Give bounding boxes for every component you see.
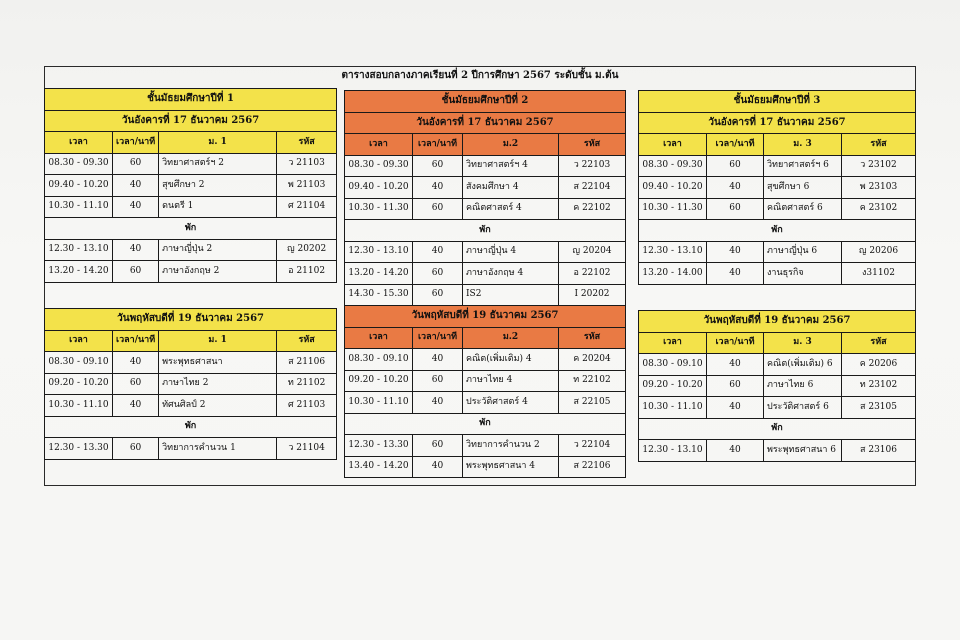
table-row — [639, 263, 916, 285]
grade1-header: ชั้นมัธยมศึกษาปีที่ 1 — [45, 89, 337, 111]
table-row — [45, 395, 337, 417]
exam-subject: สุขศึกษา 6 — [764, 177, 842, 199]
break-row: พัก — [345, 413, 626, 435]
exam-time: 12.30 - 13.10 — [639, 241, 707, 263]
exam-code: พ 21103 — [277, 175, 337, 197]
col-code-header: รหัส — [277, 132, 337, 154]
exam-code: ญ 20206 — [842, 241, 916, 263]
exam-minutes: 60 — [413, 370, 463, 392]
col-subject-header: ม. 1 — [159, 330, 277, 352]
exam-time: 08.30 - 09.10 — [345, 349, 413, 371]
exam-minutes: 60 — [113, 153, 159, 175]
table-row — [345, 435, 626, 457]
grade2-day2-label: วันพฤหัสบดีที่ 19 ธันวาคม 2567 — [345, 306, 626, 328]
exam-subject: ทัศนศิลป์ 2 — [159, 395, 277, 417]
exam-subject: IS2 — [463, 284, 559, 306]
table-row — [639, 397, 916, 419]
exam-time: 08.30 - 09.10 — [45, 352, 113, 374]
exam-code: ง31102 — [842, 263, 916, 285]
exam-minutes: 60 — [413, 198, 463, 220]
exam-minutes: 60 — [707, 198, 764, 220]
exam-code: ศ 21104 — [277, 196, 337, 218]
exam-time: 10.30 - 11.10 — [45, 395, 113, 417]
exam-minutes: 40 — [413, 349, 463, 371]
exam-code: ว 21104 — [277, 438, 337, 460]
col-time-header: เวลา — [639, 332, 707, 354]
exam-time: 09.40 - 10.20 — [345, 177, 413, 199]
exam-subject: พระพุทธศาสนา — [159, 352, 277, 374]
exam-minutes: 60 — [707, 155, 764, 177]
exam-time: 09.20 - 10.20 — [345, 370, 413, 392]
table-row — [639, 375, 916, 397]
exam-code: ส 22104 — [559, 177, 626, 199]
col-code-header: รหัส — [842, 134, 916, 156]
exam-minutes: 40 — [707, 177, 764, 199]
break-row: พัก — [45, 416, 337, 438]
col-subject-header: ม.2 — [463, 134, 559, 156]
exam-minutes: 40 — [413, 456, 463, 478]
exam-code: ท 21102 — [277, 373, 337, 395]
exam-minutes: 60 — [113, 261, 159, 283]
exam-minutes: 40 — [707, 241, 764, 263]
grade1-day2-label: วันพฤหัสบดีที่ 19 ธันวาคม 2567 — [45, 309, 337, 331]
exam-subject: ภาษาญี่ปุ่น 2 — [159, 239, 277, 261]
break-row: พัก — [639, 418, 916, 440]
table-row — [345, 349, 626, 371]
exam-code: ค 20206 — [842, 354, 916, 376]
col-subject-header: ม. 3 — [764, 332, 842, 354]
exam-code: ญ 20204 — [559, 241, 626, 263]
exam-code: ค 23102 — [842, 198, 916, 220]
exam-time: 08.30 - 09.30 — [639, 155, 707, 177]
grade3-tuesday-table — [638, 90, 916, 285]
exam-minutes: 60 — [707, 375, 764, 397]
table-row — [639, 155, 916, 177]
exam-minutes: 40 — [707, 354, 764, 376]
exam-subject: ประวัติศาสตร์ 6 — [764, 397, 842, 419]
grade1-tuesday-table — [44, 88, 337, 283]
exam-minutes: 40 — [113, 175, 159, 197]
exam-minutes: 40 — [113, 196, 159, 218]
exam-time: 12.30 - 13.30 — [345, 435, 413, 457]
grade3-day2-label: วันพฤหัสบดีที่ 19 ธันวาคม 2567 — [639, 311, 916, 333]
col-time-header: เวลา — [345, 327, 413, 349]
exam-subject: ภาษาไทย 4 — [463, 370, 559, 392]
exam-code: ว 22103 — [559, 155, 626, 177]
table-row — [639, 440, 916, 462]
grade1-thursday-table — [44, 308, 337, 460]
table-row — [45, 352, 337, 374]
exam-subject: ภาษาญี่ปุ่น 6 — [764, 241, 842, 263]
exam-subject: พระพุทธศาสนา 6 — [764, 440, 842, 462]
exam-time: 09.20 - 10.20 — [45, 373, 113, 395]
exam-time: 09.20 - 10.20 — [639, 375, 707, 397]
exam-time: 08.30 - 09.30 — [345, 155, 413, 177]
exam-time: 10.30 - 11.10 — [639, 397, 707, 419]
break-row: พัก — [639, 220, 916, 242]
exam-time: 09.40 - 10.20 — [45, 175, 113, 197]
col-time-header: เวลา — [345, 134, 413, 156]
exam-subject: วิทยาศาสตร์ฯ 6 — [764, 155, 842, 177]
table-row — [345, 392, 626, 414]
exam-subject: ภาษาญี่ปุ่น 4 — [463, 241, 559, 263]
table-row — [345, 370, 626, 392]
exam-code: I 20202 — [559, 284, 626, 306]
table-row — [45, 261, 337, 283]
exam-minutes: 60 — [113, 438, 159, 460]
exam-minutes: 40 — [707, 263, 764, 285]
col-minutes-header: เวลา/นาที — [413, 134, 463, 156]
exam-time: 12.30 - 13.30 — [45, 438, 113, 460]
exam-subject: คณิต(เพิ่มเติม) 6 — [764, 354, 842, 376]
table-row — [45, 438, 337, 460]
exam-minutes: 40 — [113, 395, 159, 417]
col-time-header: เวลา — [45, 330, 113, 352]
exam-code: ท 22102 — [559, 370, 626, 392]
exam-minutes: 40 — [413, 177, 463, 199]
exam-time: 12.30 - 13.10 — [45, 239, 113, 261]
exam-time: 08.30 - 09.10 — [639, 354, 707, 376]
exam-time: 13.20 - 14.00 — [639, 263, 707, 285]
col-subject-header: ม.2 — [463, 327, 559, 349]
exam-code: ส 21106 — [277, 352, 337, 374]
exam-subject: ภาษาอังกฤษ 4 — [463, 263, 559, 285]
exam-time: 09.40 - 10.20 — [639, 177, 707, 199]
exam-subject: คณิตศาสตร์ 4 — [463, 198, 559, 220]
exam-subject: วิทยาการคำนวน 2 — [463, 435, 559, 457]
exam-time: 10.30 - 11.10 — [345, 392, 413, 414]
exam-code: ศ 21103 — [277, 395, 337, 417]
exam-subject: สังคมศึกษา 4 — [463, 177, 559, 199]
break-row: พัก — [345, 220, 626, 242]
col-minutes-header: เวลา/นาที — [113, 330, 159, 352]
exam-code: ว 22104 — [559, 435, 626, 457]
col-code-header: รหัส — [559, 134, 626, 156]
exam-subject: คณิต(เพิ่มเติม) 4 — [463, 349, 559, 371]
exam-time: 14.30 - 15.30 — [345, 284, 413, 306]
exam-minutes: 40 — [113, 352, 159, 374]
exam-time: 10.30 - 11.30 — [345, 198, 413, 220]
table-row — [345, 177, 626, 199]
exam-code: ค 20204 — [559, 349, 626, 371]
exam-minutes: 40 — [707, 397, 764, 419]
table-row — [639, 354, 916, 376]
exam-subject: วิทยาการคำนวน 1 — [159, 438, 277, 460]
grade3-header: ชั้นมัธยมศึกษาปีที่ 3 — [639, 91, 916, 113]
table-row — [45, 373, 337, 395]
exam-time: 12.30 - 13.10 — [345, 241, 413, 263]
exam-minutes: 40 — [113, 239, 159, 261]
table-row — [345, 284, 626, 306]
exam-subject: ประวัติศาสตร์ 4 — [463, 392, 559, 414]
exam-subject: ภาษาอังกฤษ 2 — [159, 261, 277, 283]
exam-code: ส 22105 — [559, 392, 626, 414]
exam-subject: สุขศึกษา 2 — [159, 175, 277, 197]
col-minutes-header: เวลา/นาที — [707, 332, 764, 354]
exam-time: 08.30 - 09.30 — [45, 153, 113, 175]
col-minutes-header: เวลา/นาที — [113, 132, 159, 154]
exam-subject: คณิตศาสตร์ 6 — [764, 198, 842, 220]
exam-minutes: 40 — [707, 440, 764, 462]
col-code-header: รหัส — [842, 332, 916, 354]
table-row — [345, 198, 626, 220]
grade1-day1-label: วันอังคารที่ 17 ธันวาคม 2567 — [45, 110, 337, 132]
exam-subject: วิทยาศาสตร์ฯ 2 — [159, 153, 277, 175]
table-row — [639, 198, 916, 220]
exam-minutes: 60 — [413, 284, 463, 306]
exam-code: ส 22106 — [559, 456, 626, 478]
col-time-header: เวลา — [639, 134, 707, 156]
table-row — [639, 177, 916, 199]
table-row — [45, 196, 337, 218]
exam-minutes: 60 — [413, 155, 463, 177]
exam-time: 10.30 - 11.10 — [45, 196, 113, 218]
col-code-header: รหัส — [277, 330, 337, 352]
table-row — [45, 239, 337, 261]
table-row — [45, 153, 337, 175]
exam-subject: วิทยาศาสตร์ฯ 4 — [463, 155, 559, 177]
exam-code: ท 23102 — [842, 375, 916, 397]
table-row — [639, 241, 916, 263]
exam-time: 13.20 - 14.20 — [45, 261, 113, 283]
exam-subject: งานธุรกิจ — [764, 263, 842, 285]
exam-time: 13.20 - 14.20 — [345, 263, 413, 285]
exam-code: ว 21103 — [277, 153, 337, 175]
exam-minutes: 60 — [413, 435, 463, 457]
grade3-thursday-table — [638, 310, 916, 462]
col-code-header: รหัส — [559, 327, 626, 349]
grade2-day1-label: วันอังคารที่ 17 ธันวาคม 2567 — [345, 112, 626, 134]
exam-code: พ 23103 — [842, 177, 916, 199]
exam-code: ว 23102 — [842, 155, 916, 177]
exam-code: ค 22102 — [559, 198, 626, 220]
exam-time: 12.30 - 13.10 — [639, 440, 707, 462]
exam-code: อ 22102 — [559, 263, 626, 285]
table-row — [345, 155, 626, 177]
exam-code: ส 23106 — [842, 440, 916, 462]
exam-minutes: 40 — [413, 392, 463, 414]
exam-code: อ 21102 — [277, 261, 337, 283]
exam-code: ญ 20202 — [277, 239, 337, 261]
exam-time: 13.40 - 14.20 — [345, 456, 413, 478]
exam-minutes: 60 — [413, 263, 463, 285]
exam-subject: พระพุทธศาสนา 4 — [463, 456, 559, 478]
grade2-header: ชั้นมัธยมศึกษาปีที่ 2 — [345, 91, 626, 113]
exam-minutes: 40 — [413, 241, 463, 263]
col-minutes-header: เวลา/นาที — [707, 134, 764, 156]
table-row — [345, 241, 626, 263]
document-title: ตารางสอบกลางภาคเรียนที่ 2 ปีการศึกษา 2567 ระดับชั้น ม.ต้น — [341, 70, 619, 81]
exam-subject: ดนตรี 1 — [159, 196, 277, 218]
table-row — [345, 263, 626, 285]
exam-minutes: 60 — [113, 373, 159, 395]
break-row: พัก — [45, 218, 337, 240]
col-subject-header: ม. 1 — [159, 132, 277, 154]
grade3-day1-label: วันอังคารที่ 17 ธันวาคม 2567 — [639, 112, 916, 134]
exam-time: 10.30 - 11.30 — [639, 198, 707, 220]
table-row — [45, 175, 337, 197]
exam-subject: ภาษาไทย 6 — [764, 375, 842, 397]
exam-subject: ภาษาไทย 2 — [159, 373, 277, 395]
col-subject-header: ม. 3 — [764, 134, 842, 156]
table-row — [345, 456, 626, 478]
exam-code: ส 23105 — [842, 397, 916, 419]
col-minutes-header: เวลา/นาที — [413, 327, 463, 349]
col-time-header: เวลา — [45, 132, 113, 154]
grade2-table — [344, 90, 626, 478]
